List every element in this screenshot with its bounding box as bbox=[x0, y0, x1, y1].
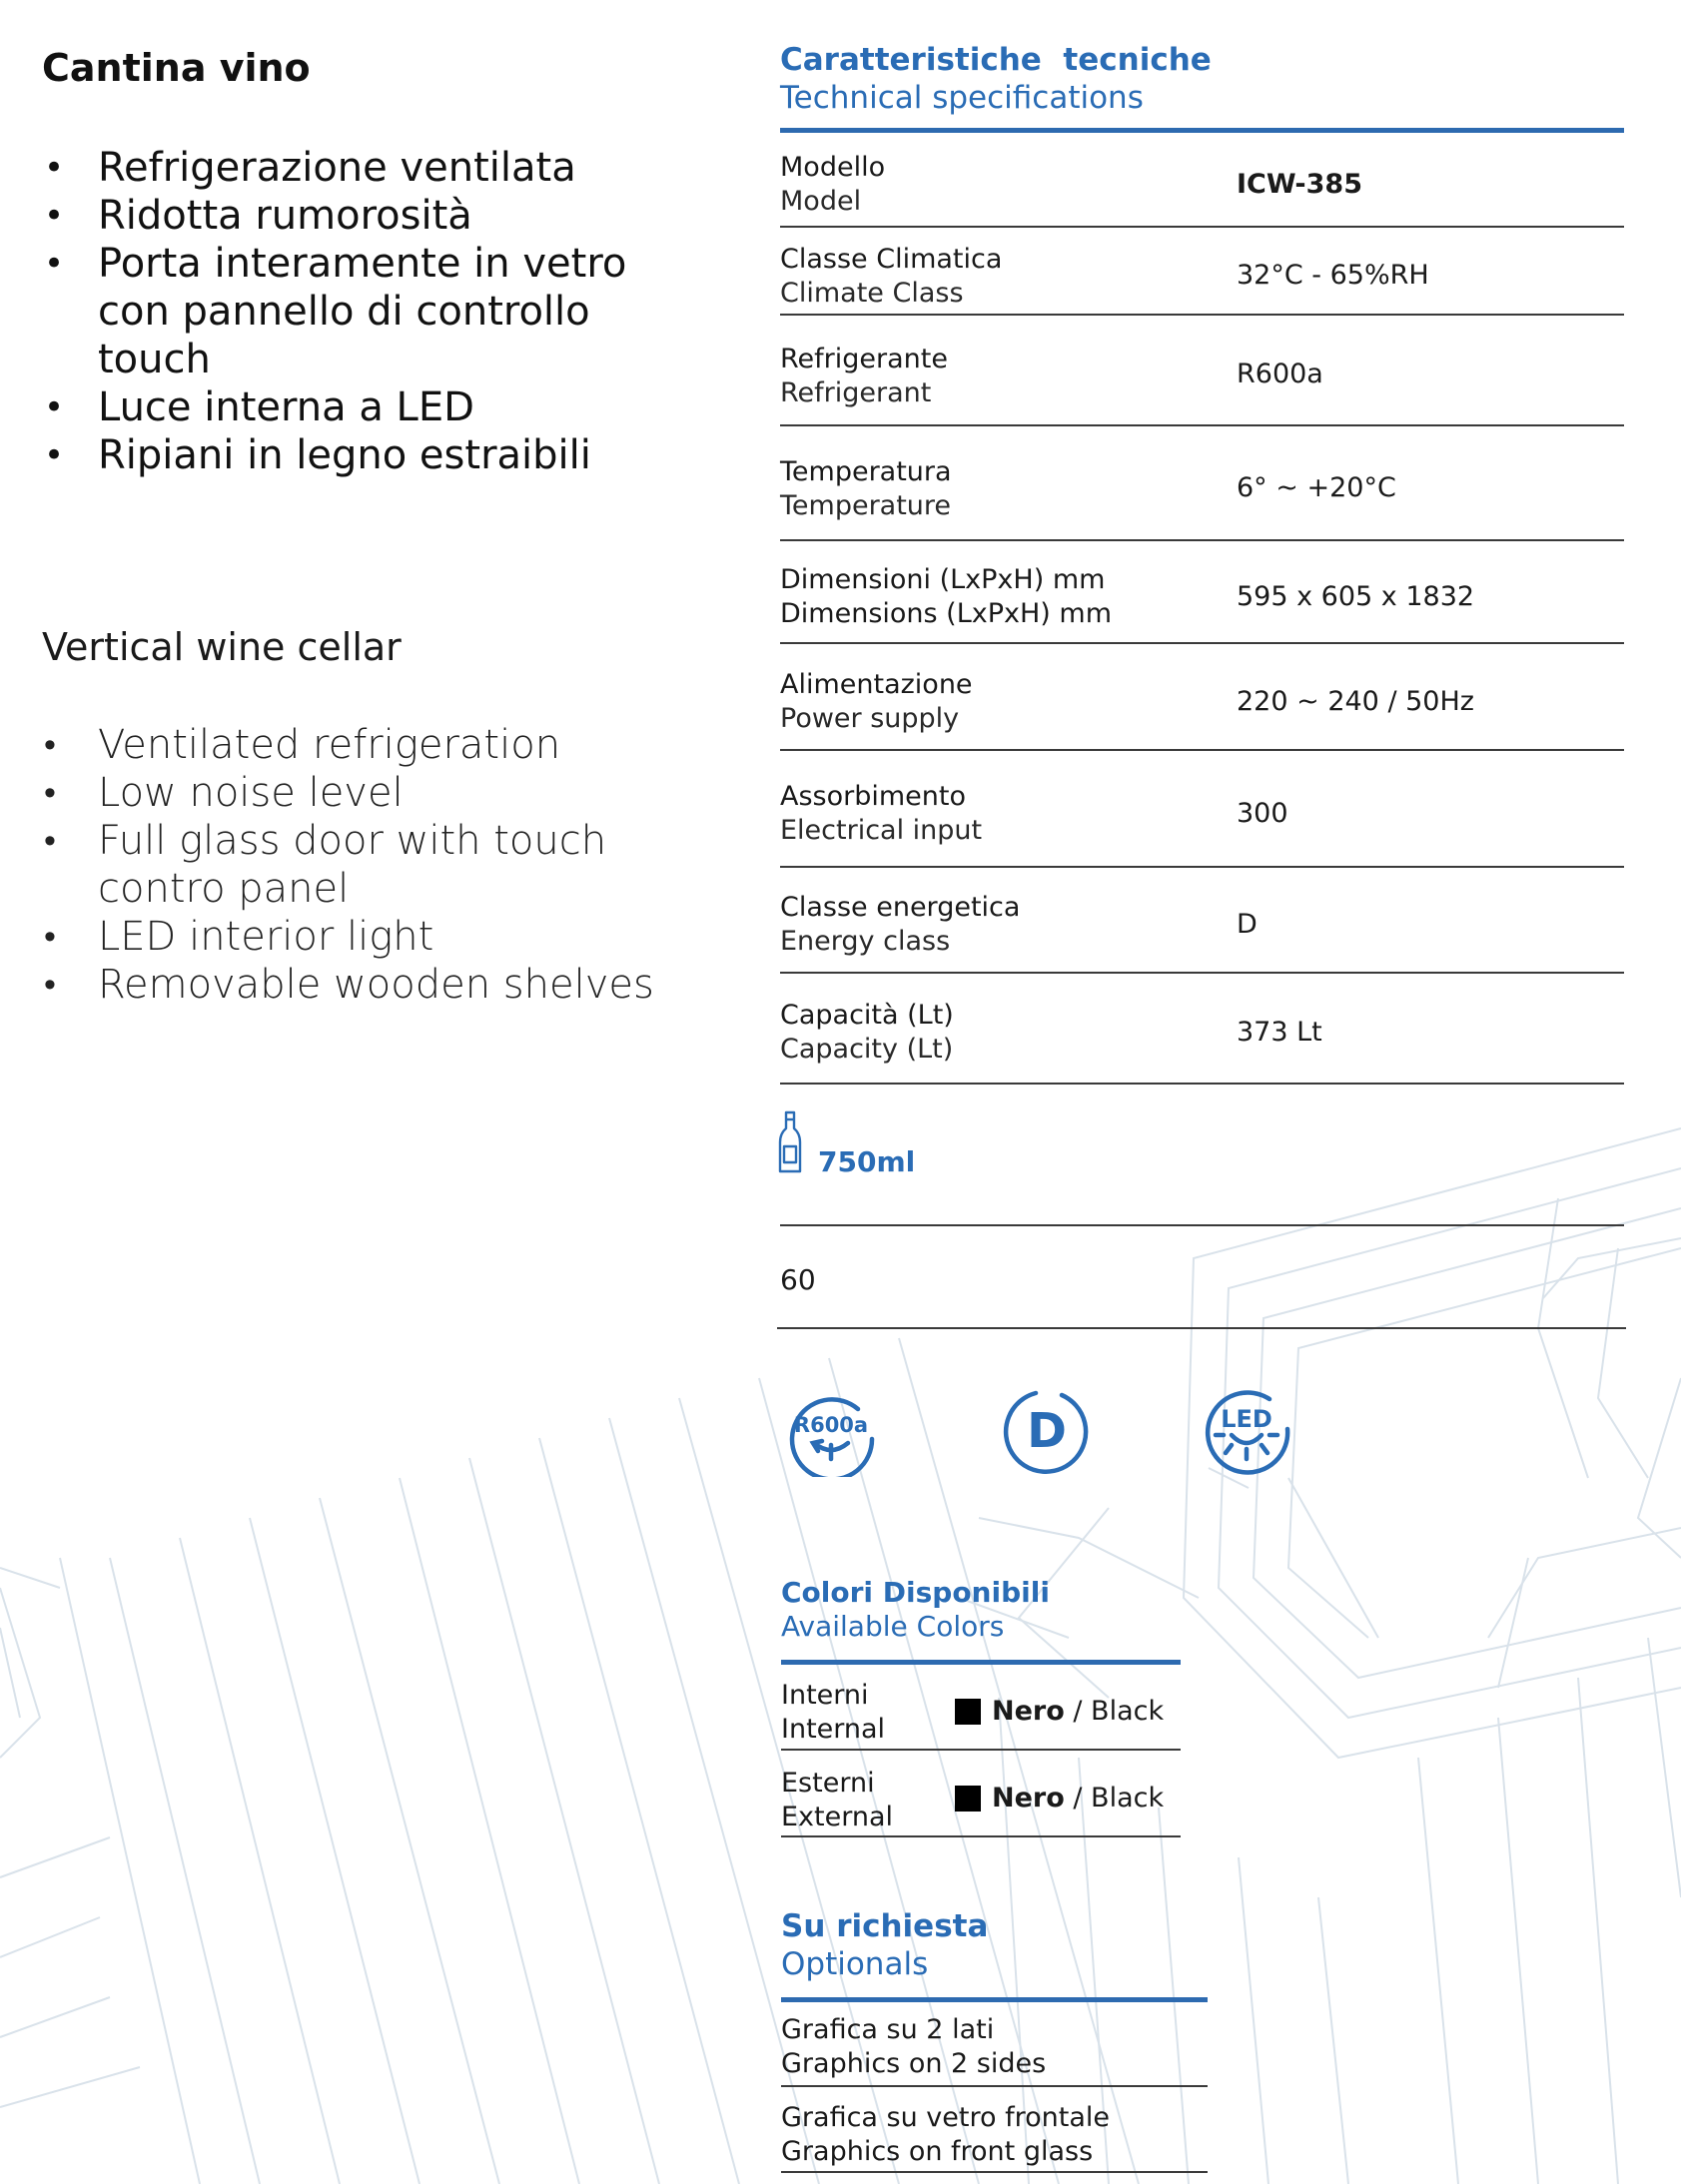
colors-heading-en: Available Colors bbox=[781, 1610, 1005, 1643]
optionals-heading-it: Su richiesta bbox=[781, 1908, 989, 1944]
divider bbox=[780, 314, 1624, 316]
specs-heading-it: Caratteristiche tecniche bbox=[780, 42, 1212, 78]
spec-label-capacity bbox=[780, 999, 954, 1067]
energy-class-d-icon bbox=[1002, 1385, 1092, 1475]
bottle-size: 750ml bbox=[818, 1145, 916, 1178]
label-en: External bbox=[781, 1802, 894, 1832]
optionals-heading bbox=[781, 1907, 988, 1983]
specs-heading bbox=[780, 41, 1212, 117]
colors-heading-it: Colori Disponibili bbox=[781, 1576, 1050, 1609]
list-item: • LED interior light bbox=[42, 913, 661, 961]
label-en: Temperature bbox=[780, 490, 952, 521]
color-swatch-black bbox=[955, 1786, 981, 1812]
divider bbox=[780, 128, 1624, 133]
label-it: Temperatura bbox=[780, 456, 952, 487]
label-it: Modello bbox=[780, 152, 886, 183]
label-it: Alimentazione bbox=[780, 669, 973, 700]
list-item: • Refrigerazione ventilata bbox=[42, 144, 661, 192]
list-item: • Porta interamente in vetro con pannello di controllo touch bbox=[42, 240, 661, 383]
list-item: • Removable wooden shelves bbox=[42, 961, 661, 1009]
label-it: Esterni bbox=[781, 1768, 875, 1799]
label-en: Capacity (Lt) bbox=[780, 1034, 954, 1065]
color-it: Nero bbox=[992, 1696, 1065, 1727]
color-en: / Black bbox=[1064, 1783, 1165, 1814]
spec-value-climate-class: 32°C - 65%RH bbox=[1237, 260, 1429, 291]
list-item: • Ridotta rumorosità bbox=[42, 192, 661, 240]
spec-label-energy-class bbox=[780, 891, 1020, 959]
divider bbox=[781, 2171, 1208, 2173]
spec-label-climate-class bbox=[780, 243, 1002, 311]
color-it: Nero bbox=[992, 1783, 1065, 1814]
r600a-refrigerant-icon bbox=[786, 1387, 876, 1477]
label-en: Graphics on front glass bbox=[781, 2136, 1094, 2167]
label-en: Climate Class bbox=[780, 278, 964, 309]
list-item: • Ventilated refrigeration bbox=[42, 721, 661, 769]
divider bbox=[781, 1749, 1181, 1751]
divider bbox=[781, 1660, 1181, 1665]
divider bbox=[780, 866, 1624, 868]
list-item: • Luce interna a LED bbox=[42, 383, 661, 431]
color-value-internal bbox=[992, 1696, 1164, 1727]
list-item: • Ripiani in legno estraibili bbox=[42, 431, 661, 479]
spec-value-temperature: 6° ~ +20°C bbox=[1237, 472, 1396, 503]
divider bbox=[780, 1083, 1624, 1085]
divider bbox=[780, 642, 1624, 644]
label-it: Classe Climatica bbox=[780, 244, 1003, 275]
divider bbox=[780, 972, 1624, 974]
label-en: Dimensions (LxPxH) mm bbox=[780, 598, 1113, 629]
spec-value-electrical-input: 300 bbox=[1237, 798, 1288, 829]
color-value-external bbox=[992, 1783, 1164, 1814]
badge-text: D bbox=[1027, 1403, 1067, 1459]
optional-item-graphics-sides bbox=[781, 2013, 1046, 2081]
optionals-heading-en: Optionals bbox=[781, 1946, 929, 1982]
spec-value-model: ICW-385 bbox=[1237, 169, 1362, 200]
spec-label-dimensions bbox=[780, 563, 1112, 631]
feature-list-english bbox=[42, 721, 661, 1009]
divider bbox=[780, 749, 1624, 751]
spec-value-dimensions: 595 x 605 x 1832 bbox=[1237, 581, 1475, 612]
wine-bottle-icon bbox=[777, 1110, 803, 1174]
color-en: / Black bbox=[1064, 1696, 1165, 1727]
list-item: • Low noise level bbox=[42, 769, 661, 817]
spec-label-electrical-input bbox=[780, 780, 982, 848]
label-en: Refrigerant bbox=[780, 377, 932, 408]
color-label-internal bbox=[781, 1679, 885, 1747]
divider bbox=[780, 226, 1624, 228]
divider bbox=[777, 1327, 1626, 1329]
color-swatch-black bbox=[955, 1699, 981, 1725]
spec-value-refrigerant: R600a bbox=[1237, 359, 1323, 389]
divider bbox=[781, 2085, 1208, 2087]
label-en: Electrical input bbox=[780, 815, 983, 846]
label-it: Grafica su 2 lati bbox=[781, 2014, 995, 2045]
led-light-icon bbox=[1202, 1385, 1291, 1475]
divider bbox=[780, 424, 1624, 426]
product-subtitle: Vertical wine cellar bbox=[42, 625, 402, 669]
label-it: Dimensioni (LxPxH) mm bbox=[780, 564, 1106, 595]
list-item: • Full glass door with touch contro panel bbox=[42, 817, 661, 913]
divider bbox=[780, 539, 1624, 541]
label-it: Grafica su vetro frontale bbox=[781, 2102, 1110, 2133]
spec-label-temperature bbox=[780, 455, 952, 523]
label-en: Model bbox=[780, 186, 862, 217]
badge-text: R600a bbox=[793, 1413, 869, 1437]
colors-heading bbox=[781, 1576, 1050, 1644]
color-label-external bbox=[781, 1767, 893, 1834]
label-it: Assorbimento bbox=[780, 781, 966, 812]
spec-label-power-supply bbox=[780, 668, 973, 736]
label-en: Internal bbox=[781, 1714, 886, 1745]
spec-value-capacity: 373 Lt bbox=[1237, 1017, 1322, 1048]
label-en: Energy class bbox=[780, 926, 951, 957]
product-title: Cantina vino bbox=[42, 46, 311, 90]
label-it: Classe energetica bbox=[780, 892, 1021, 923]
divider bbox=[781, 1835, 1181, 1837]
spec-label-refrigerant bbox=[780, 343, 948, 410]
label-it: Capacità (Lt) bbox=[780, 1000, 954, 1031]
spec-value-energy-class: D bbox=[1237, 909, 1258, 940]
badge-text: LED bbox=[1221, 1405, 1272, 1433]
spec-value-power-supply: 220 ~ 240 / 50Hz bbox=[1237, 686, 1474, 717]
feature-list-italian bbox=[42, 144, 661, 479]
label-it: Interni bbox=[781, 1680, 869, 1711]
specs-heading-en: Technical specifications bbox=[780, 80, 1144, 116]
optional-item-graphics-glass bbox=[781, 2101, 1110, 2169]
label-en: Power supply bbox=[780, 703, 960, 734]
divider bbox=[780, 1224, 1624, 1226]
bottle-count: 60 bbox=[780, 1263, 816, 1296]
label-it: Refrigerante bbox=[780, 344, 948, 374]
divider bbox=[781, 1997, 1208, 2002]
label-en: Graphics on 2 sides bbox=[781, 2048, 1047, 2079]
spec-label-model bbox=[780, 151, 885, 219]
